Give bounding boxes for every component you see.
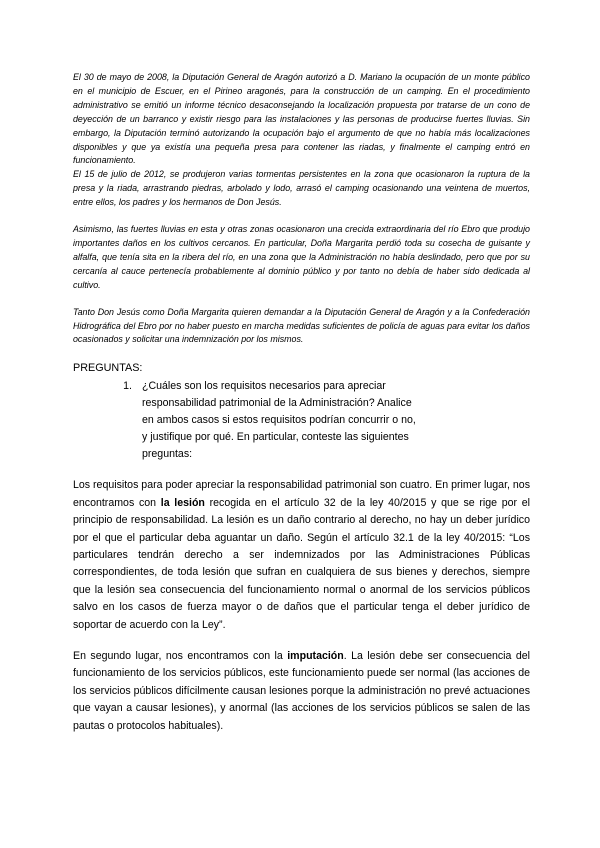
answer-paragraph-2 xyxy=(73,648,530,735)
questions-heading: PREGUNTAS: xyxy=(73,362,143,375)
answer-1-text-a: Los requisitos para poder apreciar la responsabilidad patrimonial son cuatro. En primer lugar, nos encontramos con xyxy=(73,479,530,509)
case-paragraph-3: Asimismo, las fuertes lluvias en esta y otras zonas ocasionaron una crecida extraordinaria del río Ebro que produjo importantes daños en los cultivos cercanos. En particular, Doña Margarita perdió toda su cosecha de guisante y alfalfa, que tenía sita en la ribera del río, en una zona que la Administración no había deslindado, pero que por su cercanía al cauce pertenecía probablemente al dominio público y por tanto no debía de haber sido dedicada al cultivo. xyxy=(73,224,530,290)
question-number: 1. xyxy=(123,380,132,393)
case-paragraph-4: Tanto Don Jesús como Doña Margarita quieren demandar a la Diputación General de Aragón y a la Confederación Hidrográfica del Ebro por no haber puesto en marcha medidas suficientes de policía de aguas para evitar los daños ocasionados y solicitar una indemnización por los mismos. xyxy=(73,306,530,345)
answer-1-bold-term: la lesión xyxy=(160,496,205,509)
answer-2-text-b: . La lesión debe ser consecuencia del funcionamiento de los servicios públicos, este funcionamiento puede ser normal (las acciones de los servicios públicos difícilmente causan lesiones porque la administración no prevé actuaciones que vayan a causar lesiones), y anormal (las acciones de los servicios públicos se salen de las pautas o protocolos habituales). xyxy=(73,649,530,732)
answer-2-bold-term: imputación xyxy=(287,649,344,662)
question-text: ¿Cuáles son los requisitos necesarios para apreciar responsabilidad patrimonial de la Administración? Analice en ambos casos si estos requisitos podrían concurrir o no, y justifique por qué. En particular, conteste las siguientes preguntas: xyxy=(142,380,416,461)
answer-paragraph-1 xyxy=(73,477,530,634)
answer-1-text-b: recogida en el artículo 32 de la ley 40/2015 y que se rige por el principio de responsabilidad. La lesión es un daño contrario al derecho, no hay un deber jurídico por el que el particular deba aguantar un daño. Según el artículo 32.1 de la ley 40/2015: “Los particulares tendrán derecho a ser indemnizados por las Administraciones Públicas correspondientes, de toda lesión que sufran en cualquiera de sus bienes y derechos, siempre que la lesión sea consecuencia del funcionamiento normal o anormal de los servicios públicos salvo en los casos de fuerza mayor o de daños que el particular tenga el deber jurídico de soportar de acuerdo con la Ley”. xyxy=(73,496,531,631)
answer-2-text-a: En segundo lugar, nos encontramos con la xyxy=(73,649,288,662)
case-paragraph-2: El 15 de julio de 2012, se produjeron varias tormentas persistentes en la zona que ocasionaron la ruptura de la presa y la riada, arrastrando piedras, arbolado y lodo, arrasó el camping ocasionando una veintena de muertos, entre ellos, los padres y los hermanos de Don Jesús. xyxy=(73,169,530,208)
document-page xyxy=(73,71,530,735)
question-list xyxy=(73,378,530,463)
case-paragraph-1: El 30 de mayo de 2008, la Diputación General de Aragón autorizó a D. Mariano la ocupación de un monte público en el municipio de Escuer, en el Pirineo aragonés, para la construcción de un camping. En el procedimiento administrativo se emitió un informe técnico desaconsejando la localización propuesta por tratarse de un cono de deyección de un barranco y existir riesgo para las instalaciones y las personas de producirse fuertes lluvias. Sin embargo, la Diputación terminó autorizando la ocupación bajo el argumento de que no había más localizaciones disponibles y que ya existía una pequeña presa para contener las riadas, y finalmente el camping entró en funcionamiento. xyxy=(73,72,530,166)
question-item xyxy=(73,378,530,463)
